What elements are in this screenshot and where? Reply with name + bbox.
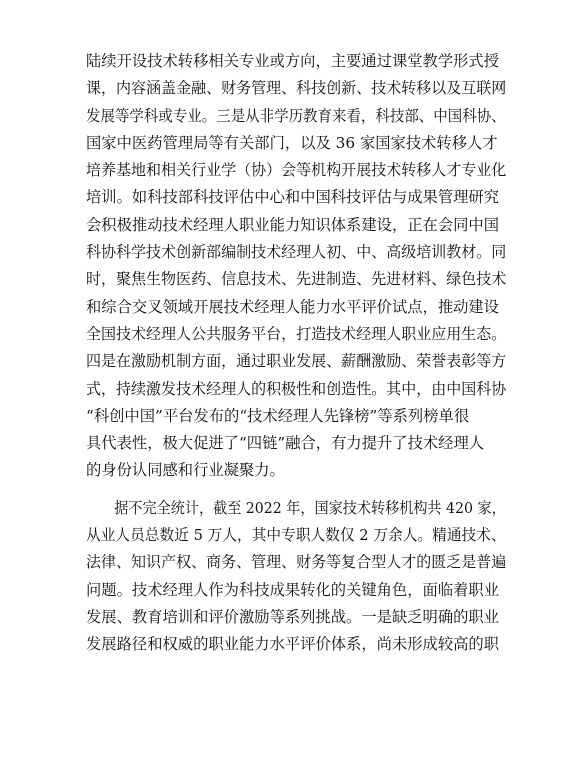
text-line: 培训。如科技部科技评估中心和中国科技评估与成果管理研究: [86, 188, 500, 207]
text-line: 全国技术经理人公共服务平台，打造技术经理人职业应用生态。: [86, 324, 507, 343]
text-line: 四是在激励机制方面，通过职业发展、薪酬激励、荣誉表彰等方: [86, 352, 507, 371]
text-line: 问题。技术经理人作为科技成果转化的关键角色，面临着职业: [86, 580, 500, 599]
text-line: 陆续开设技术转移相关专业或方向，主要通过课堂教学形式授: [86, 52, 500, 70]
text-line: 时，聚焦生物医药、信息技术、先进制造、先进材料、绿色技术: [86, 270, 507, 289]
paragraph-1: [86, 48, 507, 485]
text-line: “科创中国”平台发布的“技术经理人先锋榜”等系列榜单很: [86, 406, 470, 425]
text-line: 据不完全统计，截至 2022 年，国家技术转移机构共 420 家，: [86, 498, 506, 517]
paragraph-spacer: [86, 485, 504, 495]
text-line: 国家中医药管理局等有关部门，以及 36 家国家技术转移人才: [86, 133, 498, 152]
text-line: 具代表性，极大促进了“四链”融合，有力提升了技术经理人: [86, 434, 485, 453]
text-line: 课，内容涵盖金融、财务管理、科技创新、技术转移以及互联网: [86, 79, 507, 98]
text-line: 的身份认同感和行业凝聚力。: [86, 461, 285, 480]
text-line: 培养基地和相关行业学（协）会等机构开展技术转移人才专业化: [86, 161, 507, 180]
text-line: 发展、教育培训和评价激励等系列挑战。一是缺乏明确的职业: [86, 607, 500, 626]
body-text: [86, 48, 507, 659]
text-line: 会积极推动技术经理人职业能力知识体系建设，正在会同中国: [86, 215, 500, 234]
text-line: 科协科学技术创新部编制技术经理人初、中、高级培训教材。同: [86, 243, 507, 262]
text-line: 发展等学科或专业。三是从非学历教育来看，科技部、中国科协、: [86, 106, 506, 125]
text-line: 法律、知识产权、商务、管理、财务等复合型人才的匮乏是普遍: [86, 553, 507, 572]
text-line: 式，持续激发技术经理人的积极性和创造性。其中，由中国科协: [86, 379, 507, 398]
paragraph-2: [86, 495, 507, 659]
text-line: 和综合交叉领域开展技术经理人能力水平评价试点，推动建设: [86, 297, 500, 316]
text-line: 发展路径和权威的职业能力水平评价体系，尚未形成较高的职: [86, 635, 500, 654]
text-line: 从业人员总数近 5 万人，其中专职人数仅 2 万余人。精通技术、: [86, 526, 506, 545]
